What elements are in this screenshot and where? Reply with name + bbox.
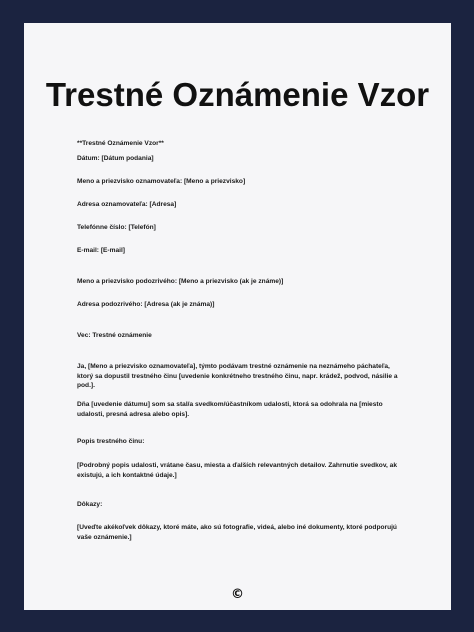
suspect-name-line: Meno a priezvisko podozrivého: [Meno a priezvisko (ak je známe)] bbox=[77, 278, 284, 285]
suspect-address-line: Adresa podozrivého: [Adresa (ak je známa)] bbox=[77, 301, 215, 308]
evidence-paragraph: [Uveďte akékoľvek dôkazy, ktoré máte, ako sú fotografie, videá, alebo iné dokumenty, ktoré podporujú vaše oznámenie.] bbox=[77, 524, 397, 541]
crime-description-paragraph: [Podrobný popis udalosti, vrátane času, miesta a ďalších relevantných detailov. Zahrnutie svedkov, ak existujú, a ich kontaktné údaje.] bbox=[77, 462, 397, 479]
statement-paragraph: Ja, [Meno a priezvisko oznamovateľa], týmto podávam trestné oznámenie na neznámeho páchateľa, ktorý sa dopustil trestného činu [uvedenie konkrétneho trestného činu, napr. krádež, podvod, násilie a pod.]. bbox=[77, 363, 398, 389]
reporter-name-line: Meno a priezvisko oznamovateľa: [Meno a priezvisko] bbox=[77, 178, 246, 185]
email-line: E-mail: [E-mail] bbox=[77, 247, 125, 254]
crime-description-heading: Popis trestného činu: bbox=[77, 438, 145, 445]
document-title: Trestné Oznámenie Vzor bbox=[45, 76, 430, 113]
reporter-address-line: Adresa oznamovateľa: [Adresa] bbox=[77, 201, 177, 208]
document-page bbox=[24, 23, 451, 610]
event-date-paragraph: Dňa [uvedenie dátumu] som sa stal/a svedkom/účastníkom udalosti, ktorá sa odohrala na [miesto udalosti, presná adresa alebo opis]. bbox=[77, 401, 383, 418]
phone-line: Telefónne číslo: [Telefón] bbox=[77, 224, 156, 231]
evidence-heading: Dôkazy: bbox=[77, 501, 103, 508]
date-line: Dátum: [Dátum podania] bbox=[77, 155, 154, 162]
heading-line: **Trestné Oznámenie Vzor** bbox=[77, 140, 164, 147]
subject-line: Vec: Trestné oznámenie bbox=[77, 332, 152, 339]
copyright-icon: © bbox=[231, 587, 244, 602]
